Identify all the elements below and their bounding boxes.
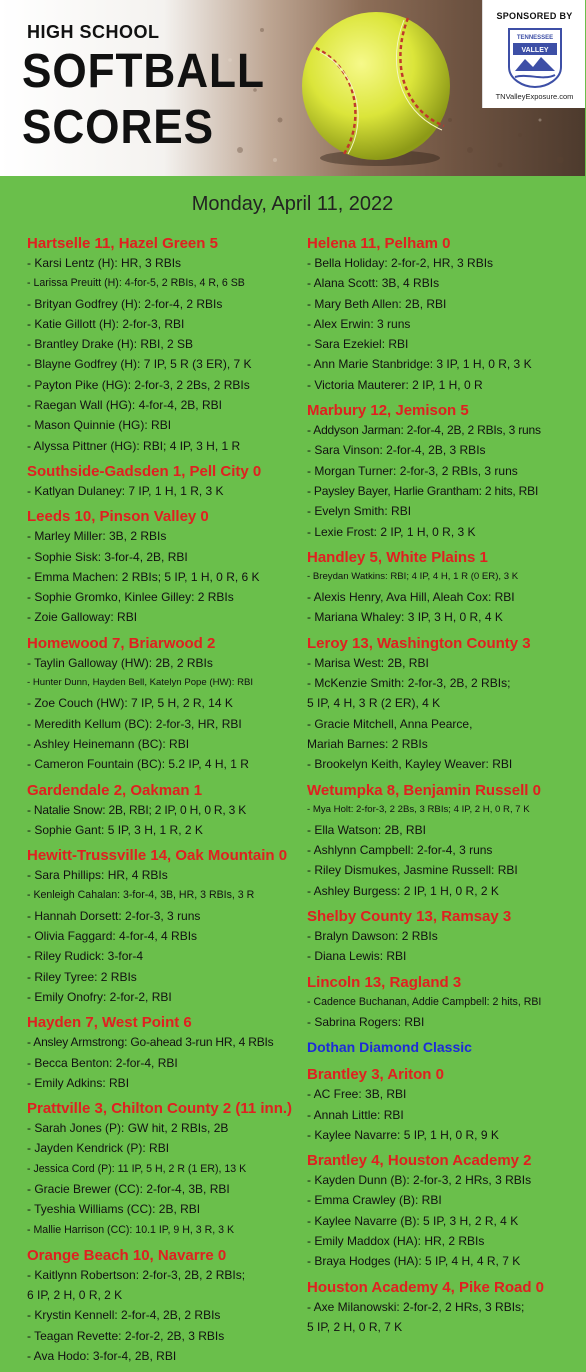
game-title: Hartselle 11, Hazel Green 5 (27, 235, 218, 252)
stat-line: - Blayne Godfrey (H): 7 IP, 5 R (3 ER), 7 K (27, 357, 252, 372)
stat-line: - Sara Phillips: HR, 4 RBIs (27, 868, 168, 883)
game-title: Leeds 10, Pinson Valley 0 (27, 508, 209, 526)
stat-line: - Diana Lewis: RBI (307, 949, 407, 964)
stat-line: - Sara Vinson: 2-for-4, 2B, 3 RBIs (307, 443, 486, 458)
game-title: Marbury 12, Jemison 5 (307, 402, 469, 420)
game-title: Shelby County 13, Ramsay 3 (307, 908, 512, 926)
sponsor-logo-icon (505, 27, 565, 89)
game-title: Gardendale 2, Oakman 1 (27, 781, 203, 799)
game-brantley-3-ariton-0 (307, 1065, 583, 1145)
game-title: Hewitt-Trussville 14, Oak Mountain 0 (27, 847, 288, 865)
game-leroy-13-washington-county-3 (307, 634, 583, 775)
stat-line: - Ashley Heinemann (BC): RBI (27, 736, 190, 751)
stat-line: - Jayden Kendrick (P): RBI (27, 1141, 170, 1156)
stat-line: - Sara Ezekiel: RBI (307, 337, 409, 352)
stat-line: - Sarah Jones (P): GW hit, 2 RBIs, 2B (27, 1121, 229, 1136)
game-title: Houston Academy 4, Pike Road 0 (307, 1278, 545, 1296)
sponsor-logo-text-2: VALLEY (521, 47, 549, 54)
stat-line: - Katlyan Dulaney: 7 IP, 1 H, 1 R, 3 K (27, 483, 224, 498)
stat-line: 5 IP, 4 H, 3 R (2 ER), 4 K (307, 696, 441, 711)
game-hewitt-trussville-14-oak-mountain-0 (27, 846, 307, 1007)
game-prattville-3-chilton-county-2-11-inn (27, 1099, 307, 1240)
game-leeds-10-pinson-valley-0 (27, 507, 307, 627)
stat-line: - Gracie Mitchell, Anna Pearce, (307, 716, 473, 731)
stat-line: - Olivia Faggard: 4-for-4, 4 RBIs (27, 929, 198, 944)
game-title: Brantley 4, Houston Academy 2 (307, 1152, 532, 1170)
stat-line: - Ansley Armstrong: Go-ahead 3-run HR, 4 RBIs (27, 1035, 274, 1050)
stat-line: - Annah Little: RBI (307, 1107, 404, 1122)
game-orange-beach-10-navarre-0 (27, 1246, 307, 1366)
stat-line: - Paysley Bayer, Harlie Grantham: 2 hits, RBI (307, 483, 539, 498)
stat-line: - Emily Onofry: 2-for-2, RBI (27, 989, 172, 1004)
stat-line: - Marley Miller: 3B, 2 RBIs (27, 529, 167, 544)
stat-line: - Kaylee Navarre: 5 IP, 1 H, 0 R, 9 K (307, 1127, 499, 1142)
stat-line: - Kayden Dunn (B): 2-for-3, 2 HRs, 3 RBIs (307, 1173, 532, 1188)
stat-line: - Mason Quinnie (HG): RBI (27, 418, 172, 433)
game-helena-11-pelham-0 (307, 234, 583, 395)
stat-line: - Karsi Lentz (H): HR, 3 RBIs (27, 256, 182, 270)
stat-line: - Larissa Preuitt (H): 4-for-5, 2 RBIs, 4 R, 6 SB (27, 277, 245, 290)
page-date: Monday, April 11, 2022 (191, 193, 394, 215)
softball-icon (296, 8, 456, 168)
left-column (27, 234, 307, 1372)
stat-line: - Emily Adkins: RBI (27, 1075, 130, 1090)
stat-line: - Hunter Dunn, Hayden Bell, Katelyn Pope (HW): RBI (27, 677, 254, 689)
stat-line: - Brookelyn Keith, Kayley Weaver: RBI (307, 757, 513, 772)
stat-line: - Addyson Jarman: 2-for-4, 2B, 2 RBIs, 3 runs (307, 423, 541, 438)
sponsor-url[interactable]: TNValleyExposure.com (495, 92, 574, 101)
sponsor-label: SPONSORED BY (496, 11, 573, 21)
game-title: Brantley 3, Ariton 0 (307, 1066, 444, 1084)
stat-line: - Mary Beth Allen: 2B, RBI (307, 296, 447, 311)
stat-line: - Cadence Buchanan, Addie Campbell: 2 hits, RBI (307, 995, 542, 1008)
stat-line: - Sophie Gromko, Kinlee Gilley: 2 RBIs (27, 590, 234, 605)
sponsor-logo-text-1: TENNESSEE (516, 35, 554, 41)
stat-line: - Ann Marie Stanbridge: 3 IP, 1 H, 0 R, 3 K (307, 357, 532, 372)
stat-line: - Raegan Wall (HG): 4-for-4, 2B, RBI (27, 398, 222, 413)
stat-line: - Ella Watson: 2B, RBI (307, 822, 426, 837)
stat-line: - Kaylee Navarre (B): 5 IP, 3 H, 2 R, 4 K (307, 1213, 519, 1228)
stat-line: - Jessica Cord (P): 11 IP, 5 H, 2 R (1 ER), 13 K (27, 1162, 247, 1175)
stat-line: - Sabrina Rogers: RBI (307, 1014, 425, 1029)
game-southside-gadsden-1-pell-city-0 (27, 462, 307, 501)
stat-line: - Marisa West: 2B, RBI (307, 655, 429, 670)
game-title: Hayden 7, West Point 6 (27, 1014, 192, 1032)
stat-line: - Mya Holt: 2-for-3, 2 2Bs, 3 RBIs; 4 IP, 2 H, 0 R, 7 K (307, 803, 530, 815)
stat-line: - Mallie Harrison (CC): 10.1 IP, 9 H, 3 R, 3 K (27, 1223, 235, 1236)
stat-line: - Alexis Henry, Ava Hill, Aleah Cox: RBI (307, 590, 515, 605)
stat-line: - Natalie Snow: 2B, RBI; 2 IP, 0 H, 0 R, 3 K (27, 802, 247, 817)
stat-line: - Ava Hodo: 3-for-4, 2B, RBI (27, 1349, 177, 1364)
stat-line: - Brityan Godfrey (H): 2-for-4, 2 RBIs (27, 296, 223, 311)
stat-line: - Riley Tyree: 2 RBIs (27, 969, 137, 984)
stat-line: - Payton Pike (HG): 2-for-3, 2 2Bs, 2 RBIs (27, 377, 250, 392)
game-hayden-7-west-point-6 (27, 1013, 307, 1093)
game-homewood-7-briarwood-2 (27, 634, 307, 775)
header-banner (0, 0, 585, 176)
stat-line: - Braya Hodges (HA): 5 IP, 4 H, 4 R, 7 K (307, 1254, 521, 1269)
stat-line: Mariah Barnes: 2 RBIs (307, 736, 428, 751)
stat-line: - Hannah Dorsett: 2-for-3, 3 runs (27, 908, 201, 923)
stat-line: 5 IP, 2 H, 0 R, 7 K (307, 1319, 403, 1334)
stat-line: - Alana Scott: 3B, 4 RBIs (307, 276, 440, 291)
game-shelby-county-13-ramsay-3 (307, 907, 583, 967)
stat-line: - Ashlynn Campbell: 2-for-4, 3 runs (307, 843, 493, 858)
stat-line: - Teagan Revette: 2-for-2, 2B, 3 RBIs (27, 1328, 225, 1343)
stat-line: - Emma Machen: 2 RBIs; 5 IP, 1 H, 0 R, 6 K (27, 569, 260, 584)
stat-line: - Tyeshia Williams (CC): 2B, RBI (27, 1202, 201, 1217)
stat-line: - Emma Crawley (B): RBI (307, 1193, 442, 1208)
stat-line: - Riley Rudick: 3-for-4 (27, 949, 144, 964)
stat-line: - Gracie Brewer (CC): 2-for-4, 3B, RBI (27, 1181, 230, 1196)
game-title: Prattville 3, Chilton County 2 (11 inn.) (27, 1100, 293, 1118)
stat-line: 6 IP, 2 H, 0 R, 2 K (27, 1288, 123, 1303)
stat-line: - Brantley Drake (H): RBI, 2 SB (27, 337, 194, 352)
stat-line: - Riley Dismukes, Jasmine Russell: RBI (307, 863, 518, 878)
stat-line: - Bella Holiday: 2-for-2, HR, 3 RBIs (307, 256, 494, 270)
game-title: Wetumpka 8, Benjamin Russell 0 (307, 781, 541, 799)
game-handley-5-white-plains-1 (307, 548, 583, 628)
stat-line: - Becca Benton: 2-for-4, RBI (27, 1055, 178, 1070)
header-kicker: HIGH SCHOOL (27, 22, 160, 42)
game-title: Homewood 7, Briarwood 2 (27, 634, 216, 652)
stat-line: - Breydan Watkins: RBI; 4 IP, 4 H, 1 R (0 ER), 3 K (307, 570, 519, 582)
stat-line: - Krystin Kennell: 2-for-4, 2B, 2 RBIs (27, 1308, 221, 1323)
game-gardendale-2-oakman-1 (27, 781, 307, 841)
stat-line: - Bralyn Dawson: 2 RBIs (307, 929, 438, 944)
game-marbury-12-jemison-5 (307, 401, 583, 542)
sponsor-box (482, 0, 585, 108)
stat-line: - Alyssa Pittner (HG): RBI; 4 IP, 3 H, 1 R (27, 438, 241, 453)
stat-line: - Kenleigh Cahalan: 3-for-4, 3B, HR, 3 RBIs, 3 R (27, 889, 255, 902)
game-title: Lincoln 13, Ragland 3 (307, 973, 462, 991)
game-lincoln-13-ragland-3 (307, 973, 583, 1033)
right-column (307, 234, 583, 1343)
game-title: Helena 11, Pelham 0 (307, 235, 451, 252)
game-title: Orange Beach 10, Navarre 0 (27, 1246, 227, 1264)
stat-line: - Katie Gillott (H): 2-for-3, RBI (27, 316, 185, 331)
section-title-dothan-diamond-classic: Dothan Diamond Classic (307, 1039, 472, 1056)
game-brantley-4-houston-academy-2 (307, 1151, 583, 1271)
header-title-line-1: SOFTBALL (22, 45, 265, 98)
stat-line: - Zoe Couch (HW): 7 IP, 5 H, 2 R, 14 K (27, 696, 233, 711)
stat-line: - AC Free: 3B, RBI (307, 1087, 407, 1102)
stat-line: - Cameron Fountain (BC): 5.2 IP, 4 H, 1 R (27, 757, 249, 772)
stat-line: - Sophie Gant: 5 IP, 3 H, 1 R, 2 K (27, 822, 203, 837)
header-title-line-2: SCORES (22, 101, 215, 154)
stat-line: - Zoie Galloway: RBI (27, 610, 138, 625)
stat-line: - Ashley Burgess: 2 IP, 1 H, 0 R, 2 K (307, 883, 499, 898)
game-title: Leroy 13, Washington County 3 (307, 634, 531, 652)
game-wetumpka-8-benjamin-russell-0 (307, 781, 583, 901)
stat-line: - Emily Maddox (HA): HR, 2 RBIs (307, 1233, 485, 1248)
game-title: Handley 5, White Plains 1 (307, 548, 488, 566)
game-houston-academy-4-pike-road-0 (307, 1278, 583, 1338)
stat-line: - Morgan Turner: 2-for-3, 2 RBIs, 3 runs (307, 463, 518, 478)
stat-line: - Evelyn Smith: RBI (307, 504, 412, 519)
stat-line: - Kaitlynn Robertson: 2-for-3, 2B, 2 RBIs; (27, 1267, 246, 1282)
stat-line: - Mariana Whaley: 3 IP, 3 H, 0 R, 4 K (307, 610, 503, 625)
stat-line: - Taylin Galloway (HW): 2B, 2 RBIs (27, 655, 213, 670)
stat-line: - Lexie Frost: 2 IP, 1 H, 0 R, 3 K (307, 524, 476, 539)
game-title: Southside-Gadsden 1, Pell City 0 (27, 462, 262, 480)
stat-line: - Alex Erwin: 3 runs (307, 316, 411, 331)
stat-line: - McKenzie Smith: 2-for-3, 2B, 2 RBIs; (307, 676, 511, 691)
stat-line: - Meredith Kellum (BC): 2-for-3, HR, RBI (27, 716, 242, 731)
game-hartselle-11-hazel-green-5 (27, 234, 307, 456)
stat-line: - Victoria Mauterer: 2 IP, 1 H, 0 R (307, 377, 483, 392)
stat-line: - Sophie Sisk: 3-for-4, 2B, RBI (27, 549, 188, 564)
stat-line: - Axe Milanowski: 2-for-2, 2 HRs, 3 RBIs; (307, 1299, 525, 1314)
